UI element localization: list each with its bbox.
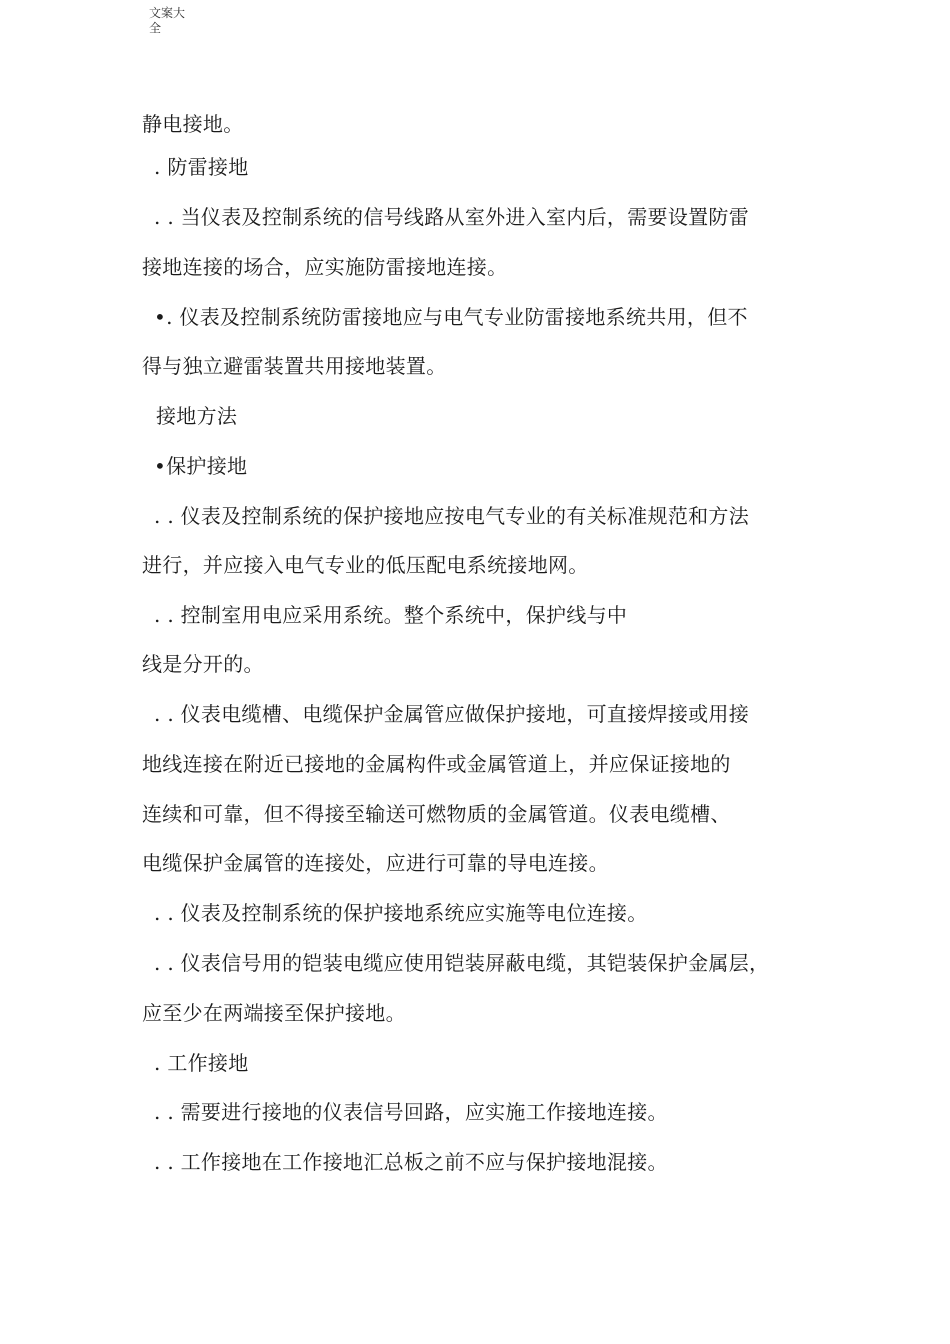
text-line: . . 仪表电缆槽、电缆保护金属管应做保护接地，可直接焊接或用接 <box>154 702 750 726</box>
text-line: . . 仪表及控制系统的保护接地应按电气专业的有关标准规范和方法 <box>154 504 750 528</box>
section-heading: . 防雷接地 <box>154 155 249 179</box>
section-heading: 接地方法 <box>156 404 238 428</box>
section-heading: •保护接地 <box>154 454 248 478</box>
text-line: 连续和可靠，但不得接至输送可燃物质的金属管道。仪表电缆槽、 <box>142 802 731 826</box>
header-line-1: 文案大 <box>149 6 186 20</box>
text-line: •. 仪表及控制系统防雷接地应与电气专业防雷接地系统共用，但不 <box>154 305 748 329</box>
text-line: 得与独立避雷装置共用接地装置。 <box>142 354 447 378</box>
text-line: . . 仪表信号用的铠装电缆应使用铠装屏蔽电缆，其铠装保护金属层， <box>154 951 770 975</box>
text-line: 应至少在两端接至保护接地。 <box>142 1001 406 1025</box>
text-line: . . 仪表及控制系统的保护接地系统应实施等电位连接。 <box>154 901 648 925</box>
page-header <box>149 6 209 36</box>
text-line: 电缆保护金属管的连接处，应进行可靠的导电连接。 <box>142 851 609 875</box>
header-line-2: 全 <box>149 21 162 35</box>
section-heading: . 工作接地 <box>154 1051 249 1075</box>
text-line: 进行，并应接入电气专业的低压配电系统接地网。 <box>142 553 589 577</box>
text-line: 静电接地。 <box>142 112 244 136</box>
text-line: . . 控制室用电应采用系统。整个系统中，保护线与中 <box>154 603 628 627</box>
text-line: . . 需要进行接地的仪表信号回路，应实施工作接地连接。 <box>154 1100 668 1124</box>
text-line: 线是分开的。 <box>142 652 264 676</box>
text-line: 接地连接的场合，应实施防雷接地连接。 <box>142 255 508 279</box>
text-line: . . 当仪表及控制系统的信号线路从室外进入室内后，需要设置防雷 <box>154 205 750 229</box>
text-line: 地线连接在附近已接地的金属构件或金属管道上，并应保证接地的 <box>142 752 731 776</box>
text-line: . . 工作接地在工作接地汇总板之前不应与保护接地混接。 <box>154 1150 668 1174</box>
